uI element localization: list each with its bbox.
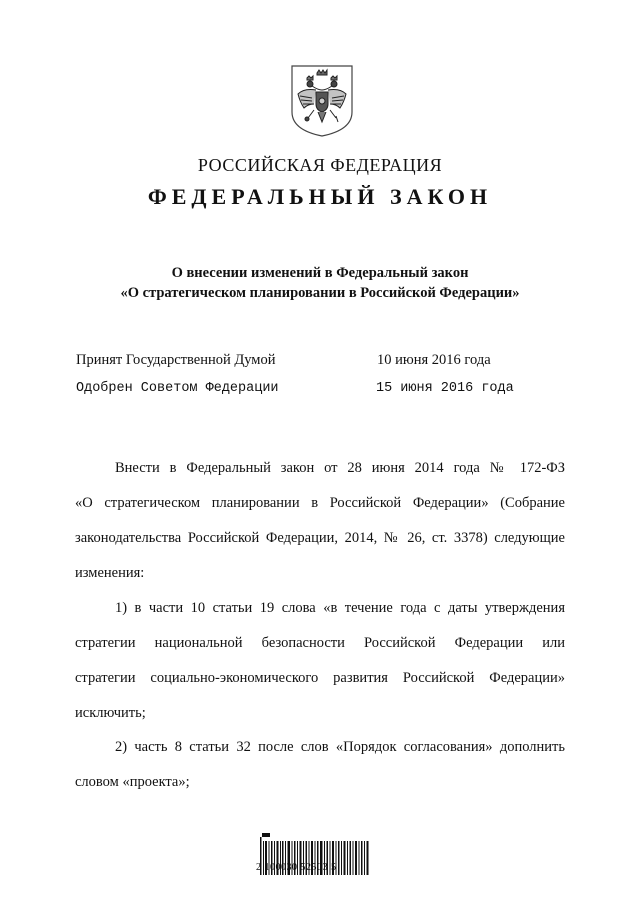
- subject-line-1: О внесении изменений в Федеральный закон: [171, 265, 469, 281]
- barcode-icon: [258, 818, 378, 888]
- council-date: 15 июня 2016 года: [376, 381, 514, 396]
- duma-label: Принят Государственной Думой: [76, 352, 276, 368]
- law-subject: [0, 263, 640, 303]
- paragraph-line: Внести в Федеральный закон от 28 июня 2014 года № 172-ФЗ: [115, 460, 565, 476]
- document-type-title: ФЕДЕРАЛЬНЫЙ ЗАКОН: [147, 184, 493, 209]
- paragraph-line: 2) часть 8 статьи 32 после слов «Порядок согласования» дополнить: [115, 739, 565, 755]
- subject-line-2: «О стратегическом планировании в Российской Федерации»: [120, 285, 520, 301]
- paragraph-line: словом «проекта»;: [75, 774, 190, 790]
- paragraph-line: стратегии национальной безопасности Российской Федерации или: [75, 635, 565, 651]
- country-name: РОССИЙСКАЯ ФЕДЕРАЦИЯ: [197, 155, 443, 175]
- council-label: Одобрен Советом Федерации: [76, 381, 279, 396]
- coat-of-arms-icon: [290, 64, 354, 138]
- paragraph-line: 1) в части 10 статьи 19 слова «в течение года с даты утверждения: [115, 600, 565, 616]
- paragraph-line: стратегии социально-экономического развития Российской Федерации»: [75, 670, 565, 686]
- paragraph-line: изменения:: [75, 565, 145, 581]
- paragraph-line: исключить;: [75, 705, 146, 721]
- paragraph-line: законодательства Российской Федерации, 2014, № 26, ст. 3378) следующие: [75, 530, 565, 546]
- duma-date: 10 июня 2016 года: [377, 352, 491, 368]
- barcode-number: 2 100030 52503 5: [256, 862, 337, 873]
- paragraph-line: «О стратегическом планировании в Российской Федерации» (Собрание: [75, 495, 565, 511]
